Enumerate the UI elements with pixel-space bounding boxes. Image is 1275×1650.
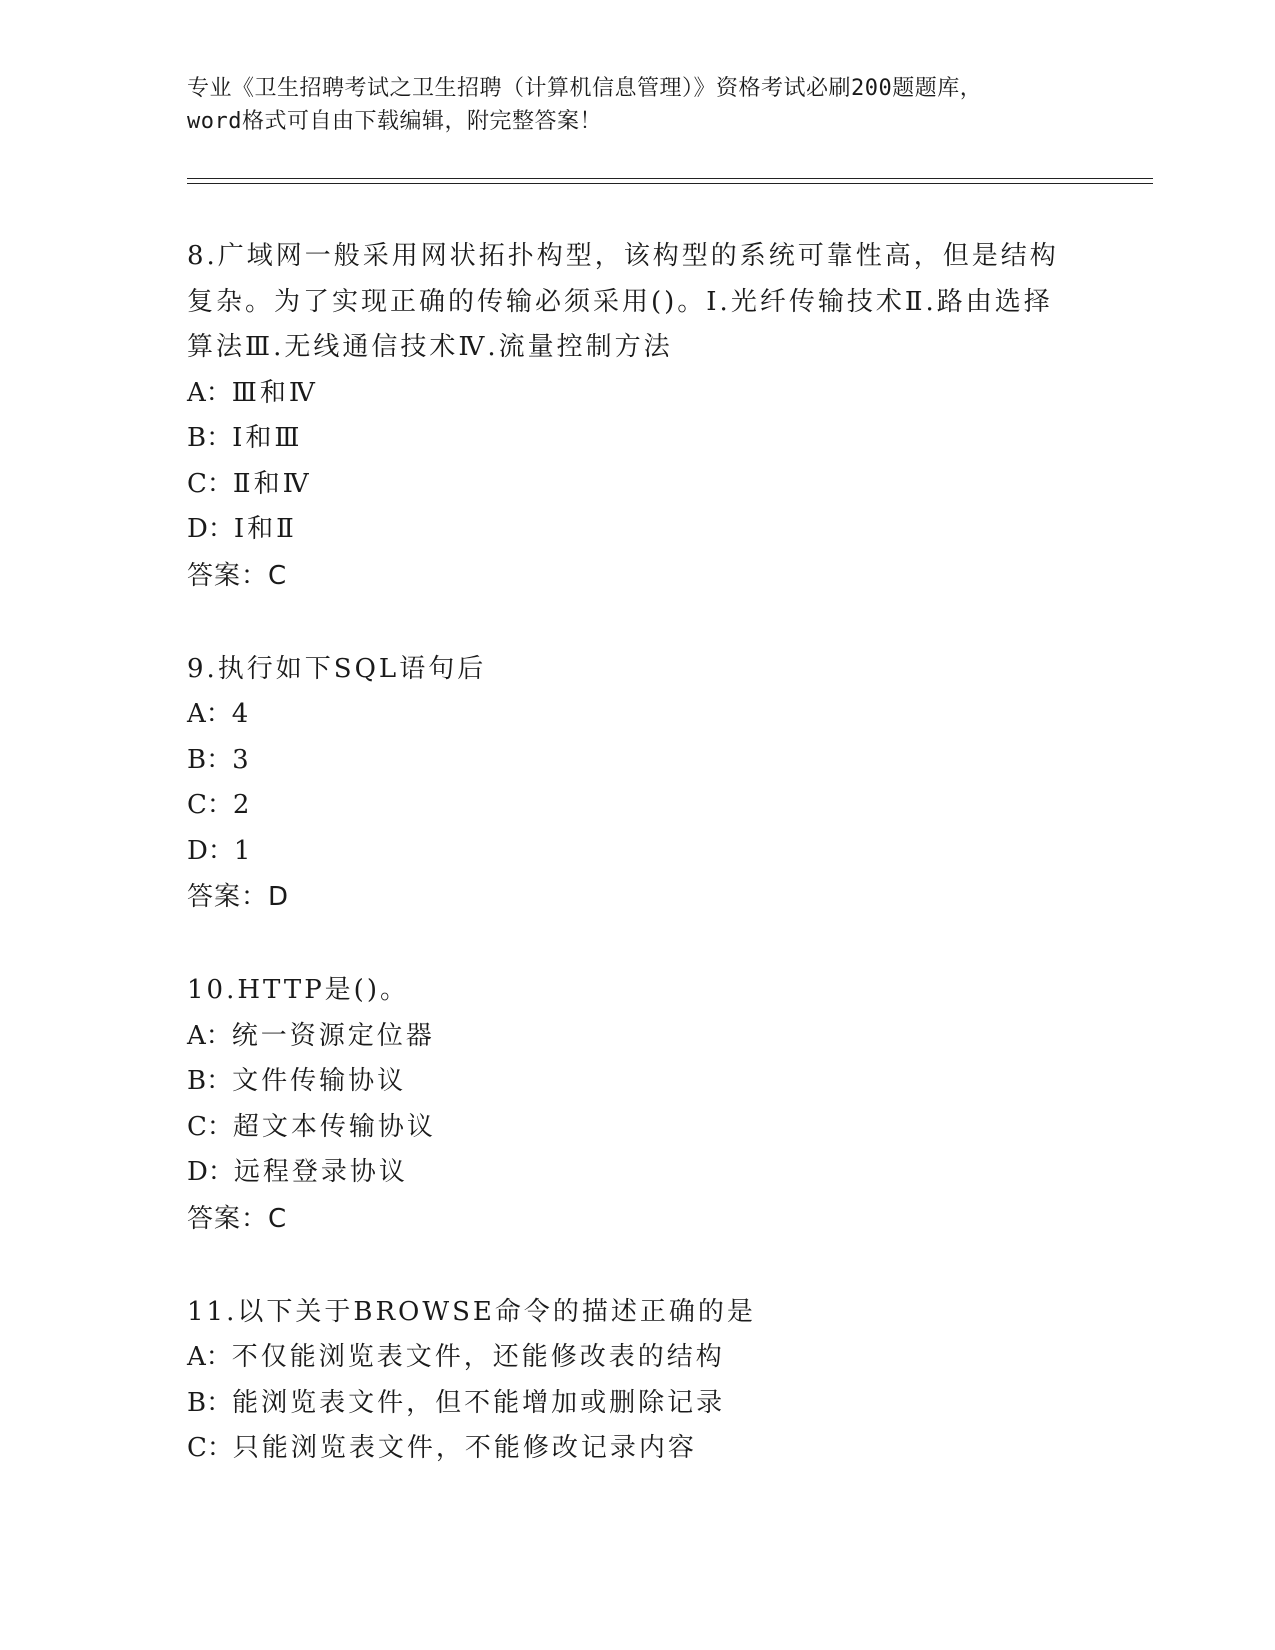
answer-line: 答案：D bbox=[187, 882, 290, 912]
question-list bbox=[187, 234, 1087, 1520]
option-text: 2 bbox=[232, 790, 253, 820]
answer-line: 答案：C bbox=[187, 560, 288, 591]
option-b bbox=[187, 416, 1087, 462]
option-text: 3 bbox=[232, 744, 252, 775]
option-text: 统一资源定位器 bbox=[231, 1020, 435, 1051]
option-c bbox=[187, 1426, 1087, 1472]
option-label: B： bbox=[187, 423, 233, 453]
answer-line: 答案：C bbox=[187, 1203, 288, 1234]
option-b bbox=[187, 1381, 1087, 1427]
option-label: D： bbox=[187, 1157, 234, 1187]
option-c bbox=[187, 1105, 1087, 1151]
option-a bbox=[187, 1335, 1087, 1381]
option-label: B： bbox=[187, 1387, 233, 1418]
option-label: A： bbox=[187, 699, 232, 729]
option-text: 能浏览表文件，但不能增加或删除记录 bbox=[232, 1387, 726, 1418]
option-label: D： bbox=[187, 514, 234, 544]
option-label: A： bbox=[187, 1020, 232, 1051]
option-text: Ⅲ和Ⅳ bbox=[231, 377, 318, 408]
header-line-1: 专业《卫生招聘考试之卫生招聘（计算机信息管理）》资格考试必刷200题题库， bbox=[187, 76, 983, 101]
option-label: A： bbox=[187, 377, 232, 408]
option-a bbox=[187, 1014, 1087, 1060]
option-text: Ⅱ和Ⅳ bbox=[232, 468, 312, 499]
option-text: 4 bbox=[231, 699, 252, 729]
option-text: Ⅰ和Ⅲ bbox=[232, 423, 303, 453]
option-label: A： bbox=[187, 1342, 232, 1372]
option-text: 1 bbox=[233, 835, 254, 866]
option-c bbox=[187, 783, 1087, 829]
option-label: C： bbox=[187, 790, 233, 820]
option-text: 不仅能浏览表文件，还能修改表的结构 bbox=[231, 1342, 725, 1372]
question-stem: 8.广域网一般采用网状拓扑构型，该构型的系统可靠性高，但是结构复杂。为了实现正确的传输必须采用()。Ⅰ.光纤传输技术Ⅱ.路由选择算法Ⅲ.无线通信技术Ⅳ.流量控制方法 bbox=[187, 241, 1059, 362]
option-label: D： bbox=[187, 835, 234, 866]
question-stem: 11.以下关于BROWSE命令的描述正确的是 bbox=[187, 1296, 756, 1327]
header-divider-bottom bbox=[187, 183, 1153, 184]
question-9 bbox=[187, 647, 1087, 921]
option-text: 只能浏览表文件，不能修改记录内容 bbox=[232, 1433, 697, 1463]
document-header bbox=[187, 72, 1107, 138]
option-d bbox=[187, 1150, 1087, 1196]
option-c bbox=[187, 462, 1087, 508]
option-a bbox=[187, 692, 1087, 738]
question-8 bbox=[187, 234, 1087, 599]
option-d bbox=[187, 507, 1087, 553]
option-label: C： bbox=[187, 468, 233, 499]
option-label: B： bbox=[187, 744, 233, 775]
option-a bbox=[187, 371, 1087, 417]
option-label: C： bbox=[187, 1111, 233, 1142]
option-label: C： bbox=[187, 1433, 233, 1463]
option-b bbox=[187, 1059, 1087, 1105]
option-label: B： bbox=[187, 1066, 233, 1096]
question-stem: 9.执行如下SQL语句后 bbox=[187, 653, 487, 684]
question-stem: 10.HTTP是()。 bbox=[187, 975, 409, 1005]
option-text: 文件传输协议 bbox=[232, 1066, 407, 1096]
option-text: 远程登录协议 bbox=[233, 1157, 408, 1187]
header-line-2: word格式可自由下载编辑，附完整答案！ bbox=[187, 109, 602, 134]
question-11 bbox=[187, 1290, 1087, 1472]
option-text: Ⅰ和Ⅱ bbox=[233, 514, 297, 544]
question-10 bbox=[187, 968, 1087, 1242]
option-text: 超文本传输协议 bbox=[232, 1111, 436, 1142]
header-divider-top bbox=[187, 178, 1153, 179]
option-d bbox=[187, 829, 1087, 875]
option-b bbox=[187, 738, 1087, 784]
